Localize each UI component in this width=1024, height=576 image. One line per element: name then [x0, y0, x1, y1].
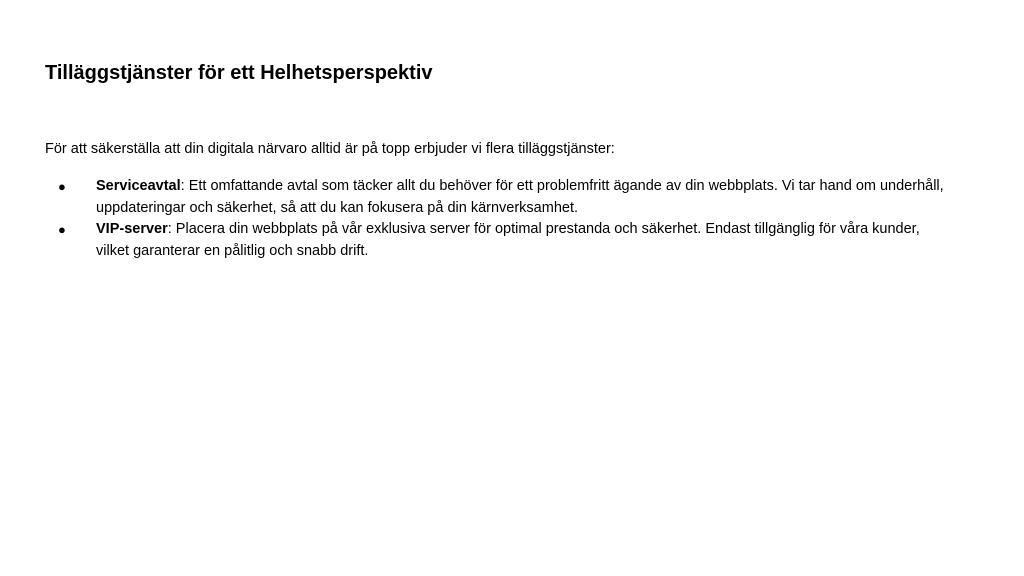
bullet-icon: ● [58, 179, 66, 194]
list-item-vip-server [45, 219, 945, 262]
list-item-label: VIP-server [96, 221, 168, 237]
list-item-text: : Ett omfattande avtal som täcker allt du behöver för ett problemfritt ägande av din webbplats. Vi tar hand om underhåll, uppdateringar och säkerhet, så att du kan fokusera på din kärnverksamhet. [96, 178, 944, 216]
intro-text: För att säkerställa att din digitala närvaro alltid är på topp erbjuder vi flera tilläggstjänster: [45, 141, 615, 157]
bullet-icon: ● [58, 222, 66, 237]
list-item-serviceavtal [45, 176, 945, 219]
list-item-text: : Placera din webbplats på vår exklusiva server för optimal prestanda och säkerhet. Endast tillgänglig för våra kunder, vilket garanterar en pålitlig och snabb drift. [96, 221, 920, 259]
services-list [45, 176, 945, 262]
list-item-label: Serviceavtal [96, 178, 181, 194]
slide-title: Tilläggstjänster för ett Helhetsperspektiv [45, 62, 433, 84]
